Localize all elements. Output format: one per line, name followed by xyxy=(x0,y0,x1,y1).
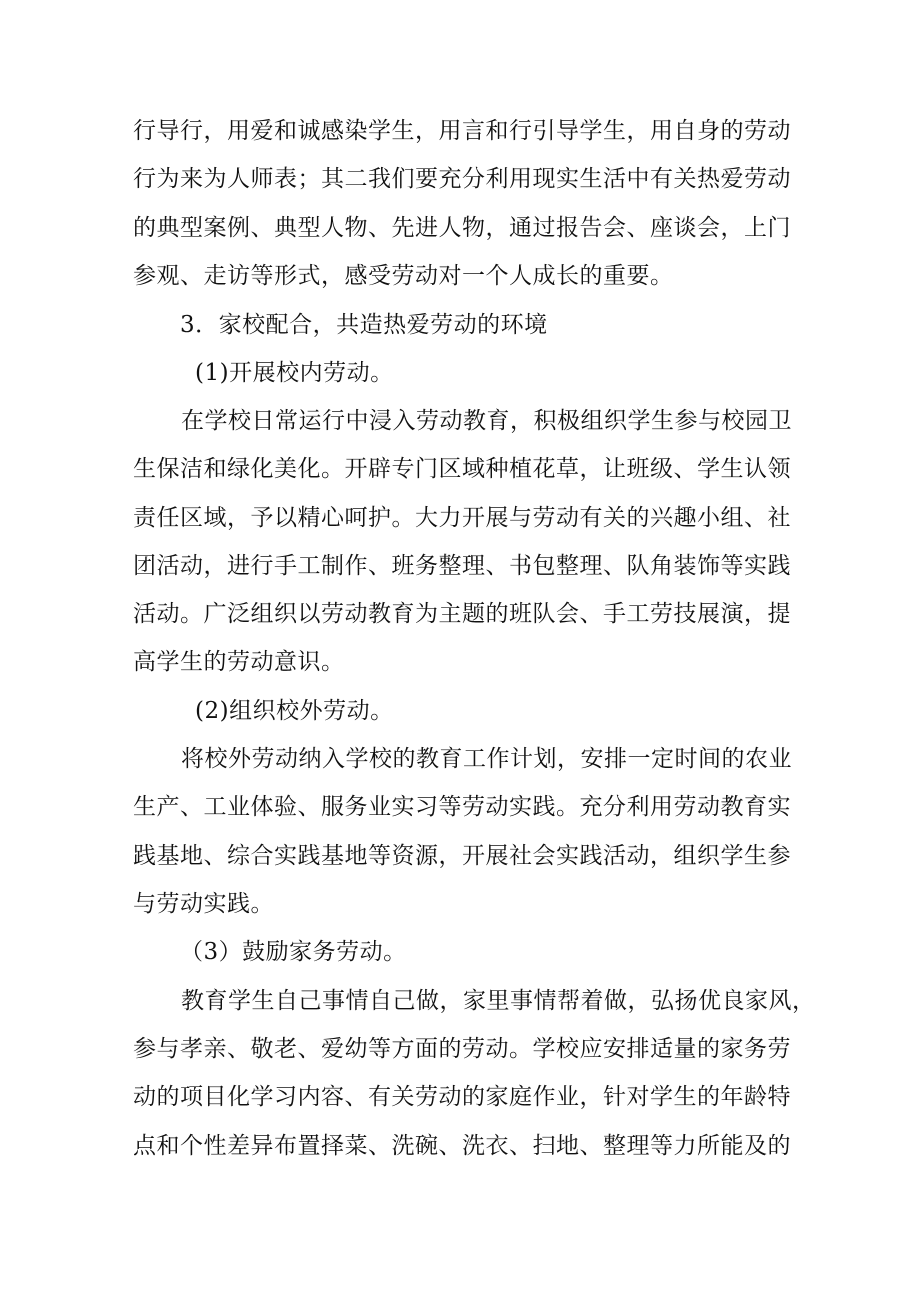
text-line: 活动。广泛组织以劳动教育为主题的班队会、手工劳技展演，提 xyxy=(133,601,791,627)
text-line: 责任区域，予以精心呵护。大力开展与劳动有关的兴趣小组、社 xyxy=(133,505,791,531)
text-line: 在学校日常运行中浸入劳动教育，积极组织学生参与校园卫 xyxy=(181,408,792,434)
text-line: 生保洁和绿化美化。开辟专门区域种植花草，让班级、学生认领 xyxy=(133,456,791,482)
text-line: 与劳动实践。 xyxy=(133,891,274,917)
text-line: 践基地、综合实践基地等资源，开展社会实践活动，组织学生参 xyxy=(133,843,791,869)
text-line: 高学生的劳动意识。 xyxy=(133,649,345,675)
text-line: 行为来为人师表；其二我们要充分利用现实生活中有关热爱劳动 xyxy=(133,166,791,192)
subheading: （3）鼓励家务劳动。 xyxy=(180,939,407,965)
text-line: 动的项目化学习内容、有关劳动的家庭作业，针对学生的年龄特 xyxy=(133,1084,791,1110)
text-line: 生产、工业体验、服务业实习等劳动实践。充分利用劳动教育实 xyxy=(133,794,791,820)
text-line: 将校外劳动纳入学校的教育工作计划，安排一定时间的农业 xyxy=(181,746,792,772)
text-line: 的典型案例、典型人物、先进人物，通过报告会、座谈会，上门 xyxy=(133,215,791,241)
subheading: (1)开展校内劳动。 xyxy=(195,360,394,386)
text-line: 点和个性差异布置择菜、洗碗、洗衣、扫地、整理等力所能及的 xyxy=(133,1133,791,1159)
text-line: 团活动，进行手工制作、班务整理、书包整理、队角装饰等实践 xyxy=(133,553,791,579)
text-line: 行导行，用爱和诚感染学生，用言和行引导学生，用自身的劳动 xyxy=(133,118,791,144)
text-line: 教育学生自己事情自己做，家里事情帮着做，弘扬优良家风， xyxy=(181,988,816,1014)
section-heading: 3．家校配合，共造热爱劳动的环境 xyxy=(180,312,548,338)
text-line: 参与孝亲、敬老、爱幼等方面的劳动。学校应安排适量的家务劳 xyxy=(133,1036,791,1062)
text-line: 参观、走访等形式，感受劳动对一个人成长的重要。 xyxy=(133,263,674,289)
subheading: (2)组织校外劳动。 xyxy=(195,698,394,724)
